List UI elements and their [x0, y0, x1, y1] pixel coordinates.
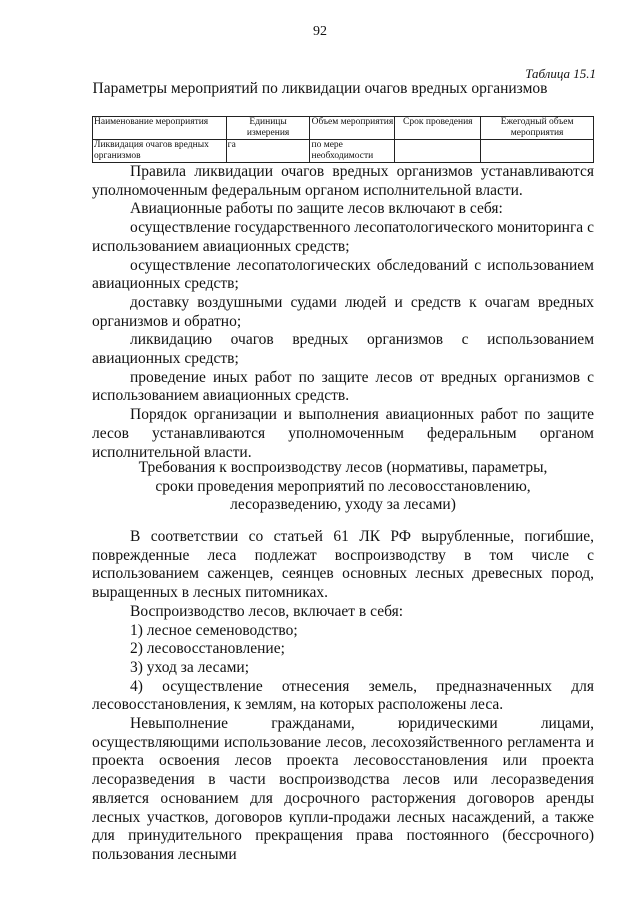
- table-header-cell: Единицы измерения: [226, 117, 310, 140]
- section-heading: [92, 459, 594, 515]
- list-item: 1) лесное семеноводство;: [130, 621, 298, 639]
- section-heading-line: Требования к воспроизводству лесов (нормативы, параметры,: [138, 459, 548, 476]
- paragraph: проведение иных работ по защите лесов от вредных организмов с использованием авиационных средств.: [92, 368, 594, 405]
- paragraph: Невыполнение гражданами, юридическими лицами, осуществляющими использование лесов, лесохозяйственного регламента и проекта освоения лесов проекта лесовосстановления или проекта лесоразведения в части воспроизводства лесов или лесоразведения является основанием для досрочного расторжения договоров аренды лесных участков, договоров купли-продажи лесных насаждений, а также для принудительного прекращения права постоянного (бессрочного) пользования лесными: [92, 715, 594, 863]
- table-header-cell: Срок проведения: [395, 117, 481, 140]
- paragraph: осуществление государственного лесопатологического мониторинга с использованием авиационных средств;: [92, 219, 594, 255]
- paragraph: В соответствии со статьей 61 ЛК РФ вырубленные, погибшие, поврежденные леса подлежат воспроизводству в том числе с использованием саженцев, сеянцев основных лесных древесных пород, выращенных в лесных питомниках.: [92, 528, 594, 602]
- table-cell: по мере необходимости: [310, 140, 395, 163]
- table-cell: [395, 140, 481, 163]
- paragraph: осуществление лесопатологических обследований с использованием авиационных средств;: [92, 256, 594, 293]
- paragraph: Порядок организации и выполнения авиационных работ по защите лесов устанавливаются уполномоченным федеральным органом исполнительной власти.: [92, 406, 594, 461]
- page-number: 92: [313, 24, 327, 39]
- list-item: 2) лесовосстановление;: [130, 640, 285, 658]
- table-header-cell: Объем мероприятия: [310, 117, 395, 140]
- paragraph: Правила ликвидации очагов вредных организмов устанавливаются уполномоченным федеральным органом исполнительной власти.: [92, 163, 594, 199]
- section-heading-line: сроки проведения мероприятий по лесовосстановлению,: [155, 477, 531, 495]
- parameters-table: [92, 116, 594, 163]
- body-text-section-2: [92, 528, 594, 865]
- paragraph: ликвидацию очагов вредных организмов с использованием авиационных средств;: [92, 331, 594, 368]
- table-header-row: [93, 117, 594, 140]
- body-text-section-1: [92, 163, 594, 462]
- table-row: [93, 140, 594, 163]
- paragraph: Воспроизводство лесов, включает в себя:: [130, 602, 404, 620]
- table-title: Параметры мероприятий по ликвидации очагов вредных организмов: [92, 80, 548, 97]
- paragraph: Авиационные работы по защите лесов включают в себя:: [130, 200, 503, 218]
- table-cell: Ликвидация очагов вредных организмов: [93, 140, 227, 163]
- section-heading-line: лесоразведению, уходу за лесами): [230, 496, 456, 514]
- paragraph: доставку воздушными судами людей и средств к очагам вредных организмов и обратно;: [92, 293, 594, 330]
- list-item: 4) осуществление отнесения земель, предназначенных для лесовосстановления, к землям, на которых расположены леса.: [92, 677, 594, 714]
- table-header-cell: Наименование мероприятия: [93, 117, 227, 140]
- table-header-cell: Ежегодный объем мероприятия: [481, 117, 594, 140]
- table-cell: [481, 140, 594, 163]
- table-cell: га: [226, 140, 310, 163]
- list-item: 3) уход за лесами;: [130, 658, 249, 676]
- table-label: Таблица 15.1: [525, 66, 596, 81]
